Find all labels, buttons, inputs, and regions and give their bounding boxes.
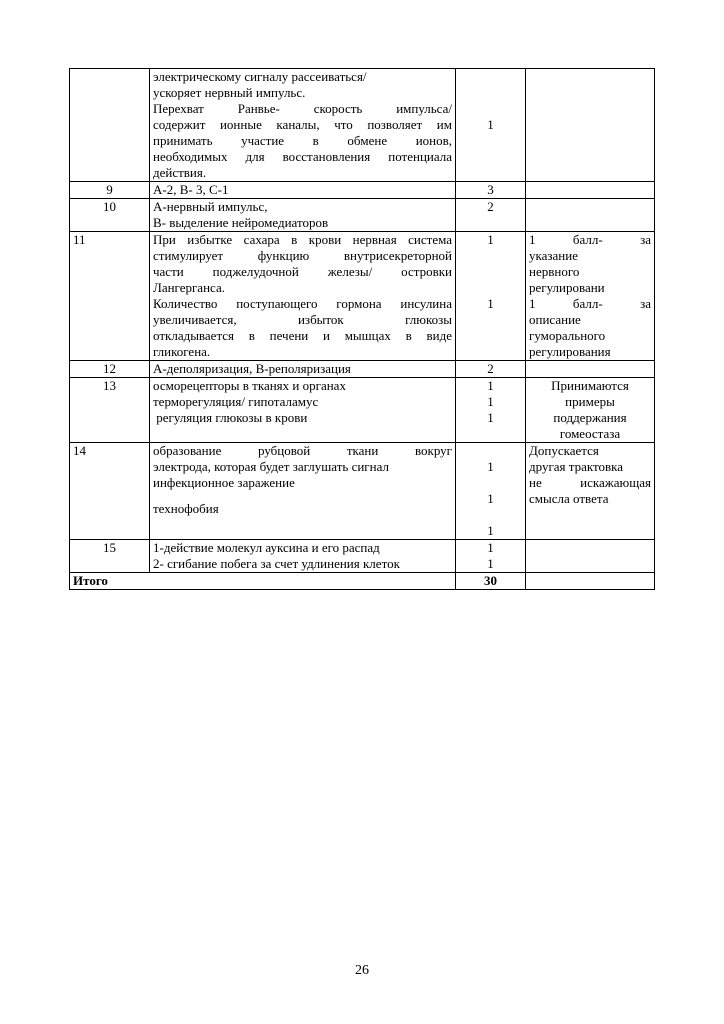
score-cell: [456, 443, 526, 540]
score-value: 1: [487, 523, 494, 538]
table-row: [70, 443, 655, 540]
score-value: 1: [487, 378, 494, 393]
answer-cell: А-деполяризация, В-реполяризация: [150, 361, 456, 378]
note-cell: [526, 573, 655, 590]
table-row: [70, 540, 655, 573]
note-line: гомеостаза: [559, 426, 621, 441]
total-row: [70, 573, 655, 590]
score-value: 1: [487, 410, 494, 425]
answer-line: увеличивается, избыток глюкозы: [153, 312, 452, 327]
answer-cell: [150, 540, 456, 573]
answer-key-table: [69, 68, 655, 590]
answer-line: стимулирует функцию внутрисекреторной: [153, 248, 452, 263]
answer-cell: [150, 232, 456, 361]
note-line: описание: [529, 312, 581, 327]
question-number-cell: [70, 69, 150, 182]
answer-line: необходимых для восстановления потенциала: [153, 149, 452, 164]
note-line: нервного: [529, 264, 580, 279]
answer-line: технофобия: [153, 501, 219, 516]
answer-line: электрическому сигналу рассеиваться/: [153, 69, 367, 84]
score-value: 2: [456, 361, 526, 378]
answer-line: части поджелудочной железы/ островки: [153, 264, 452, 279]
question-number: 11: [70, 232, 150, 361]
score-value: 1: [487, 296, 494, 311]
score-cell: [456, 540, 526, 573]
note-cell: [526, 182, 655, 199]
answer-line: ускоряет нервный импульс.: [153, 85, 306, 100]
note-cell: [526, 232, 655, 361]
answer-line: действия.: [153, 165, 207, 180]
question-number: 13: [70, 378, 150, 443]
answer-line: В- выделение нейромедиаторов: [153, 215, 329, 230]
question-number: 10: [70, 199, 150, 232]
total-score: 30: [456, 573, 526, 590]
note-line: Принимаются: [551, 378, 629, 393]
score-value: 1: [487, 117, 494, 132]
score-value: 3: [456, 182, 526, 199]
table-row: [70, 361, 655, 378]
note-cell: [526, 199, 655, 232]
answer-line: терморегуляция/ гипоталамус: [153, 394, 319, 409]
answer-line: Лангерганса.: [153, 280, 225, 295]
page-number: 26: [355, 963, 369, 978]
answer-line: содержит ионные каналы, что позволяет им: [153, 117, 452, 132]
note-line: регулировани: [529, 280, 605, 295]
note-line: регулирования: [529, 344, 611, 359]
table-row: [70, 182, 655, 199]
score-cell: [456, 232, 526, 361]
note-line: другая трактовка: [529, 459, 624, 474]
answer-line: откладывается в печени и мышцах в виде: [153, 328, 452, 343]
score-value: 1: [487, 394, 494, 409]
answer-line: гликогена.: [153, 344, 211, 359]
table-row: [70, 69, 655, 182]
note-cell: [526, 540, 655, 573]
note-cell: [526, 69, 655, 182]
note-line: гуморального: [529, 328, 606, 343]
note-line: 1 балл- за: [529, 296, 651, 311]
answer-line: регуляция глюкозы в крови: [153, 410, 308, 425]
score-value: 1: [487, 556, 494, 571]
score-value: 1: [487, 459, 494, 474]
score-value: 1: [487, 232, 494, 247]
score-value: 2: [456, 199, 526, 232]
answer-line: образование рубцовой ткани вокруг: [153, 443, 452, 458]
answer-line: А-нервный импульс,: [153, 199, 268, 214]
note-line: поддержания: [553, 410, 627, 425]
answer-line: 2- сгибание побега за счет удлинения клеток: [153, 556, 400, 571]
note-line: примеры: [565, 394, 615, 409]
note-line: 1 балл- за: [529, 232, 651, 247]
note-cell: [526, 443, 655, 540]
answer-line: инфекционное заражение: [153, 475, 295, 490]
table-row: [70, 232, 655, 361]
score-value: 1: [487, 540, 494, 555]
answer-line: Перехват Ранвье- скорость импульса/: [153, 101, 452, 116]
answer-line: При избытке сахара в крови нервная система: [153, 232, 452, 247]
answer-line: Количество поступающего гормона инсулина: [153, 296, 452, 311]
answer-cell: [150, 443, 456, 540]
total-label: Итого: [70, 573, 456, 590]
answer-line: принимать участие в обмене ионов,: [153, 133, 452, 148]
answer-cell: [150, 69, 456, 182]
score-cell: [456, 378, 526, 443]
answer-cell: [150, 199, 456, 232]
note-line: Допускается: [529, 443, 599, 458]
answer-cell: А-2, В- 3, С-1: [150, 182, 456, 199]
answer-line: электрода, которая будет заглушать сигнал: [153, 459, 389, 474]
note-cell: [526, 361, 655, 378]
question-number: 12: [70, 361, 150, 378]
question-number: 9: [70, 182, 150, 199]
answer-cell: [150, 378, 456, 443]
question-number: 15: [70, 540, 150, 573]
note-cell: [526, 378, 655, 443]
question-number: 14: [70, 443, 150, 540]
note-line: не искажающая: [529, 475, 651, 490]
answer-line: 1-действие молекул ауксина и его распад: [153, 540, 380, 555]
note-line: указание: [529, 248, 578, 263]
table-row: [70, 199, 655, 232]
score-cell: [456, 69, 526, 182]
score-value: 1: [487, 491, 494, 506]
table-row: [70, 378, 655, 443]
note-line: смысла ответа: [529, 491, 609, 506]
answer-line: осморецепторы в тканях и органах: [153, 378, 346, 393]
